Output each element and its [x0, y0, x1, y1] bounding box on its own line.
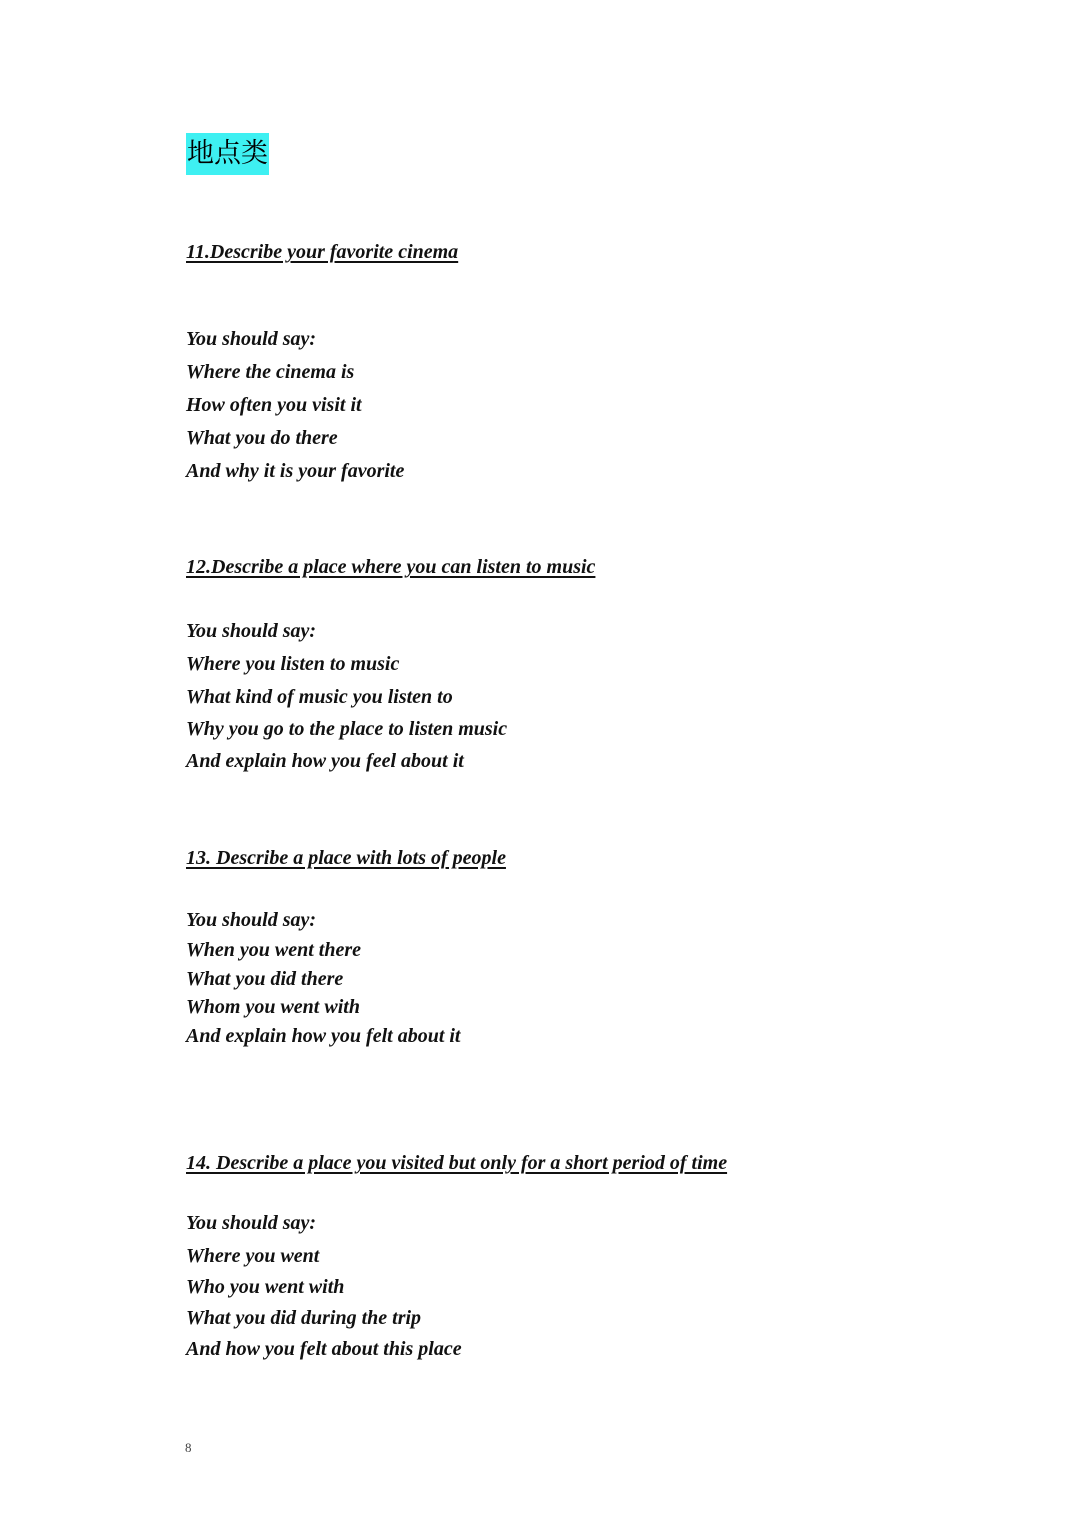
prompt-line: When you went there — [186, 939, 362, 961]
prompt-line: Where you listen to music — [186, 653, 400, 675]
section-heading: 13. Describe a place with lots of people — [186, 847, 506, 869]
prompt-line: What you do there — [186, 427, 338, 449]
prompt-line: What kind of music you listen to — [186, 686, 453, 708]
section-heading: 14. Describe a place you visited but only for a short period of time — [186, 1152, 728, 1174]
prompt-line: And explain how you feel about it — [186, 750, 464, 772]
prompt-line: You should say: — [186, 328, 317, 350]
prompt-line: How often you visit it — [186, 394, 362, 416]
prompt-line: What you did there — [186, 968, 344, 990]
prompt-line: And how you felt about this place — [186, 1338, 462, 1360]
section-heading: 12.Describe a place where you can listen to music — [186, 556, 596, 578]
prompt-line: Who you went with — [186, 1276, 345, 1298]
prompt-line: Where the cinema is — [186, 361, 355, 383]
section-heading: 11.Describe your favorite cinema — [186, 241, 459, 263]
prompt-line: What you did during the trip — [186, 1307, 422, 1329]
prompt-line: And why it is your favorite — [186, 460, 405, 482]
prompt-line: Where you went — [186, 1245, 320, 1267]
prompt-line: You should say: — [186, 1212, 317, 1234]
category-title: 地点类 — [186, 133, 269, 175]
prompt-line: Why you go to the place to listen music — [186, 718, 508, 740]
prompt-line: You should say: — [186, 620, 317, 642]
page-number: 8 — [185, 1440, 192, 1455]
prompt-line: And explain how you felt about it — [186, 1025, 461, 1047]
prompt-line: Whom you went with — [186, 996, 360, 1018]
prompt-line: You should say: — [186, 909, 317, 931]
